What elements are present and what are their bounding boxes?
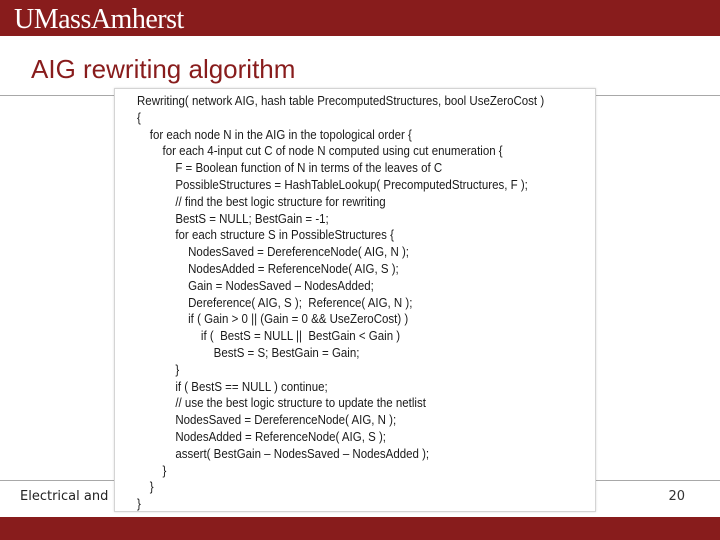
code-line: for each node N in the AIG in the topological order { — [137, 127, 412, 142]
code-line: } — [137, 362, 180, 377]
pseudocode-listing — [137, 93, 544, 513]
code-line: F = Boolean function of N in terms of the leaves of C — [137, 161, 443, 176]
code-line: { — [137, 110, 141, 125]
page-number: 20 — [668, 489, 685, 504]
code-line: NodesAdded = ReferenceNode( AIG, S ); — [137, 429, 386, 444]
code-line: } — [137, 497, 141, 512]
code-line: NodesSaved = DereferenceNode( AIG, N ); — [137, 413, 397, 428]
code-line: // use the best logic structure to update the netlist — [137, 396, 426, 411]
code-line: BestS = S; BestGain = Gain; — [137, 345, 360, 360]
header-band — [0, 0, 720, 36]
footer-department: Electrical and — [20, 489, 109, 504]
code-line: // find the best logic structure for rewriting — [137, 194, 386, 209]
code-line: if ( Gain > 0 || (Gain = 0 && UseZeroCost) ) — [137, 312, 409, 327]
code-line: for each 4-input cut C of node N computed using cut enumeration { — [137, 144, 503, 159]
bottom-band — [0, 517, 720, 540]
university-logo: UMassAmherst — [14, 4, 184, 35]
code-line: Gain = NodesSaved – NodesAdded; — [137, 278, 374, 293]
code-line: for each structure S in PossibleStructures { — [137, 228, 394, 243]
code-line: Dereference( AIG, S ); Reference( AIG, N ); — [137, 295, 413, 310]
code-line: Rewriting( network AIG, hash table PrecomputedStructures, bool UseZeroCost ) — [137, 94, 545, 108]
slide-title: AIG rewriting algorithm — [31, 54, 296, 84]
code-line: NodesSaved = DereferenceNode( AIG, N ); — [137, 245, 409, 260]
code-line: assert( BestGain – NodesSaved – NodesAdded ); — [137, 446, 430, 461]
code-line: if ( BestS = NULL || BestGain < Gain ) — [137, 329, 401, 344]
code-line: BestS = NULL; BestGain = -1; — [137, 211, 329, 226]
code-line: } — [137, 480, 154, 495]
code-line: NodesAdded = ReferenceNode( AIG, S ); — [137, 261, 399, 276]
code-line: } — [137, 463, 167, 478]
code-line: PossibleStructures = HashTableLookup( PrecomputedStructures, F ); — [137, 177, 528, 192]
pseudocode-image — [114, 88, 596, 512]
code-line: if ( BestS == NULL ) continue; — [137, 379, 328, 394]
